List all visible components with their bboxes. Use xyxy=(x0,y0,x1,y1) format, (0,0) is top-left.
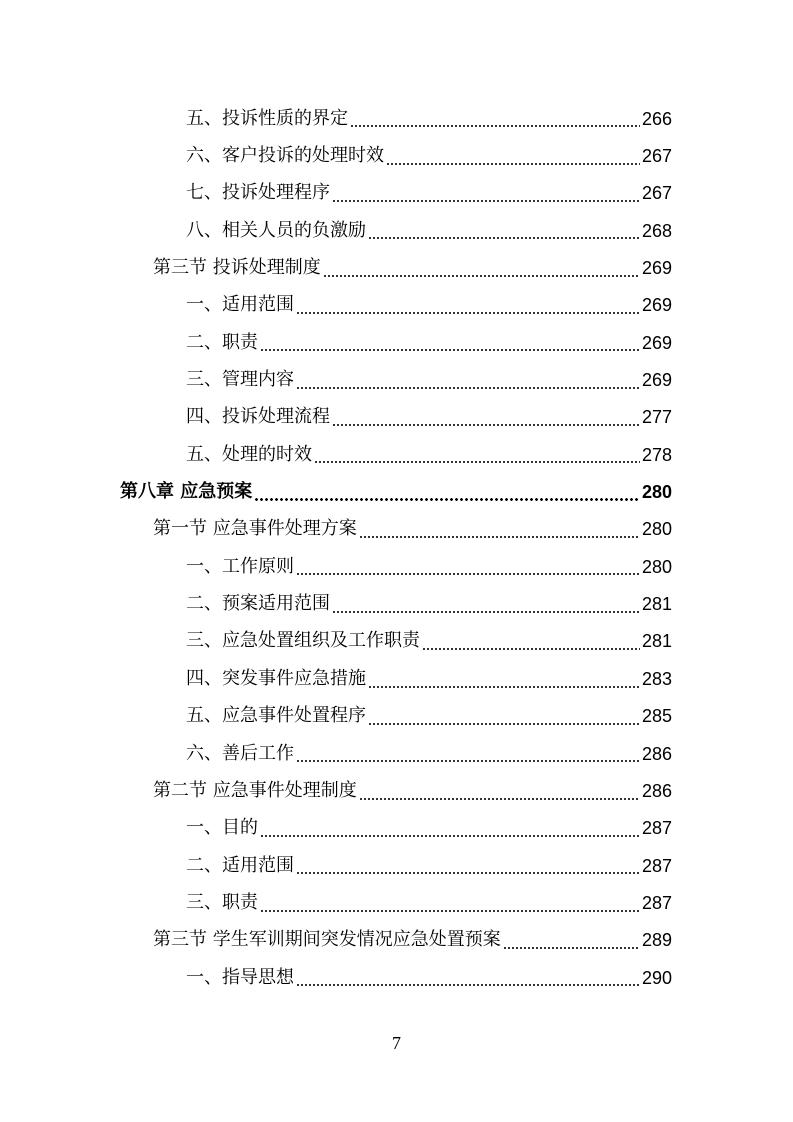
toc-entry-title: 第三节 学生军训期间突发情况应急处置预案 xyxy=(153,929,501,951)
toc-entry-page: 266 xyxy=(641,108,672,129)
toc-entry[interactable] xyxy=(0,810,793,847)
toc-entry-title: 二、适用范围 xyxy=(186,854,294,876)
toc-entry-title: 第一节 应急事件处理方案 xyxy=(153,518,357,540)
toc-entry-title: 四、投诉处理流程 xyxy=(186,406,330,428)
toc-leader-dots xyxy=(386,163,640,165)
toc-entry-title: 第三节 投诉处理制度 xyxy=(153,257,321,279)
toc-leader-dots xyxy=(332,424,640,426)
toc-entry-title: 六、客户投诉的处理时效 xyxy=(186,145,384,167)
toc-entry-page: 269 xyxy=(641,370,672,391)
toc-leader-dots xyxy=(260,835,640,837)
toc-entry-page: 267 xyxy=(641,146,672,167)
toc-leader-dots xyxy=(368,686,640,688)
toc-leader-dots xyxy=(314,461,640,463)
toc-section-entry[interactable] xyxy=(0,772,793,809)
toc-leader-dots xyxy=(254,498,640,501)
toc-entry[interactable] xyxy=(0,548,793,585)
toc-entry[interactable] xyxy=(0,324,793,361)
toc-entry-title: 六、善后工作 xyxy=(186,742,294,764)
toc-entry-title: 第八章 应急预案 xyxy=(120,481,253,503)
toc-section-entry[interactable] xyxy=(0,922,793,959)
toc-entry-page: 280 xyxy=(641,519,672,540)
toc-entry-title: 一、适用范围 xyxy=(186,294,294,316)
toc-entry-page: 289 xyxy=(641,930,672,951)
toc-entry-title: 五、应急事件处置程序 xyxy=(186,705,366,727)
toc-leader-dots xyxy=(260,349,640,351)
toc-leader-dots xyxy=(503,947,640,949)
toc-entry-title: 五、处理的时效 xyxy=(186,443,312,465)
toc-entry-page: 278 xyxy=(641,444,672,465)
toc-entry[interactable] xyxy=(0,884,793,921)
toc-entry[interactable] xyxy=(0,361,793,398)
toc-leader-dots xyxy=(359,536,640,538)
toc-leader-dots xyxy=(296,312,640,314)
toc-entry-page: 281 xyxy=(641,631,672,652)
toc-section-entry[interactable] xyxy=(0,249,793,286)
toc-leader-dots xyxy=(323,275,640,277)
toc-entry-title: 八、相关人员的负激励 xyxy=(186,219,366,241)
toc-entry-page: 268 xyxy=(641,220,672,241)
toc-entry-title: 一、目的 xyxy=(186,817,258,839)
toc-entry[interactable] xyxy=(0,100,793,137)
toc-entry[interactable] xyxy=(0,436,793,473)
toc-entry-title: 五、投诉性质的界定 xyxy=(186,107,348,129)
toc-leader-dots xyxy=(368,723,640,725)
toc-entry-page: 283 xyxy=(641,668,672,689)
toc-leader-dots xyxy=(296,573,640,575)
toc-entry[interactable] xyxy=(0,735,793,772)
toc-leader-dots xyxy=(368,237,640,239)
toc-leader-dots xyxy=(296,872,640,874)
toc-leader-dots xyxy=(296,387,640,389)
toc-entry[interactable] xyxy=(0,212,793,249)
toc-leader-dots xyxy=(350,125,640,127)
toc-entry-page: 280 xyxy=(641,482,672,503)
toc-entry[interactable] xyxy=(0,585,793,622)
page-number: 7 xyxy=(392,1033,401,1053)
toc-leader-dots xyxy=(359,798,640,800)
toc-leader-dots xyxy=(422,648,640,650)
toc-entry[interactable] xyxy=(0,660,793,697)
toc-entry[interactable] xyxy=(0,959,793,996)
toc-leader-dots xyxy=(296,984,640,986)
toc-entry[interactable] xyxy=(0,137,793,174)
toc-entry-page: 277 xyxy=(641,407,672,428)
toc-entry[interactable] xyxy=(0,623,793,660)
toc-entry[interactable] xyxy=(0,847,793,884)
toc-entry-page: 290 xyxy=(641,967,672,988)
toc-entry-page: 285 xyxy=(641,706,672,727)
toc-entry-page: 287 xyxy=(641,855,672,876)
toc-leader-dots xyxy=(296,760,640,762)
toc-entry-title: 一、工作原则 xyxy=(186,555,294,577)
toc-entry-page: 269 xyxy=(641,332,672,353)
toc-entry-title: 三、职责 xyxy=(186,891,258,913)
toc-entry-page: 280 xyxy=(641,556,672,577)
toc-entry-page: 286 xyxy=(641,780,672,801)
toc-entry-page: 287 xyxy=(641,892,672,913)
toc-entry-page: 287 xyxy=(641,818,672,839)
toc-entry-title: 七、投诉处理程序 xyxy=(186,182,330,204)
toc-leader-dots xyxy=(332,200,640,202)
toc-chapter-entry[interactable] xyxy=(0,473,793,510)
toc-entry-title: 三、应急处置组织及工作职责 xyxy=(186,630,420,652)
toc-entry-page: 267 xyxy=(641,183,672,204)
toc-entry-page: 269 xyxy=(641,295,672,316)
toc-entry-title: 二、职责 xyxy=(186,331,258,353)
toc-leader-dots xyxy=(260,910,640,912)
toc-section-entry[interactable] xyxy=(0,511,793,548)
table-of-contents xyxy=(0,100,793,996)
toc-entry-page: 281 xyxy=(641,594,672,615)
toc-leader-dots xyxy=(332,611,640,613)
toc-entry-title: 二、预案适用范围 xyxy=(186,593,330,615)
toc-entry-title: 第二节 应急事件处理制度 xyxy=(153,779,357,801)
toc-entry[interactable] xyxy=(0,399,793,436)
toc-entry-page: 269 xyxy=(641,258,672,279)
toc-entry[interactable] xyxy=(0,287,793,324)
toc-entry-title: 一、指导思想 xyxy=(186,966,294,988)
toc-entry[interactable] xyxy=(0,175,793,212)
toc-entry-title: 四、突发事件应急措施 xyxy=(186,667,366,689)
toc-entry-page: 286 xyxy=(641,743,672,764)
toc-entry[interactable] xyxy=(0,698,793,735)
toc-entry-title: 三、管理内容 xyxy=(186,369,294,391)
